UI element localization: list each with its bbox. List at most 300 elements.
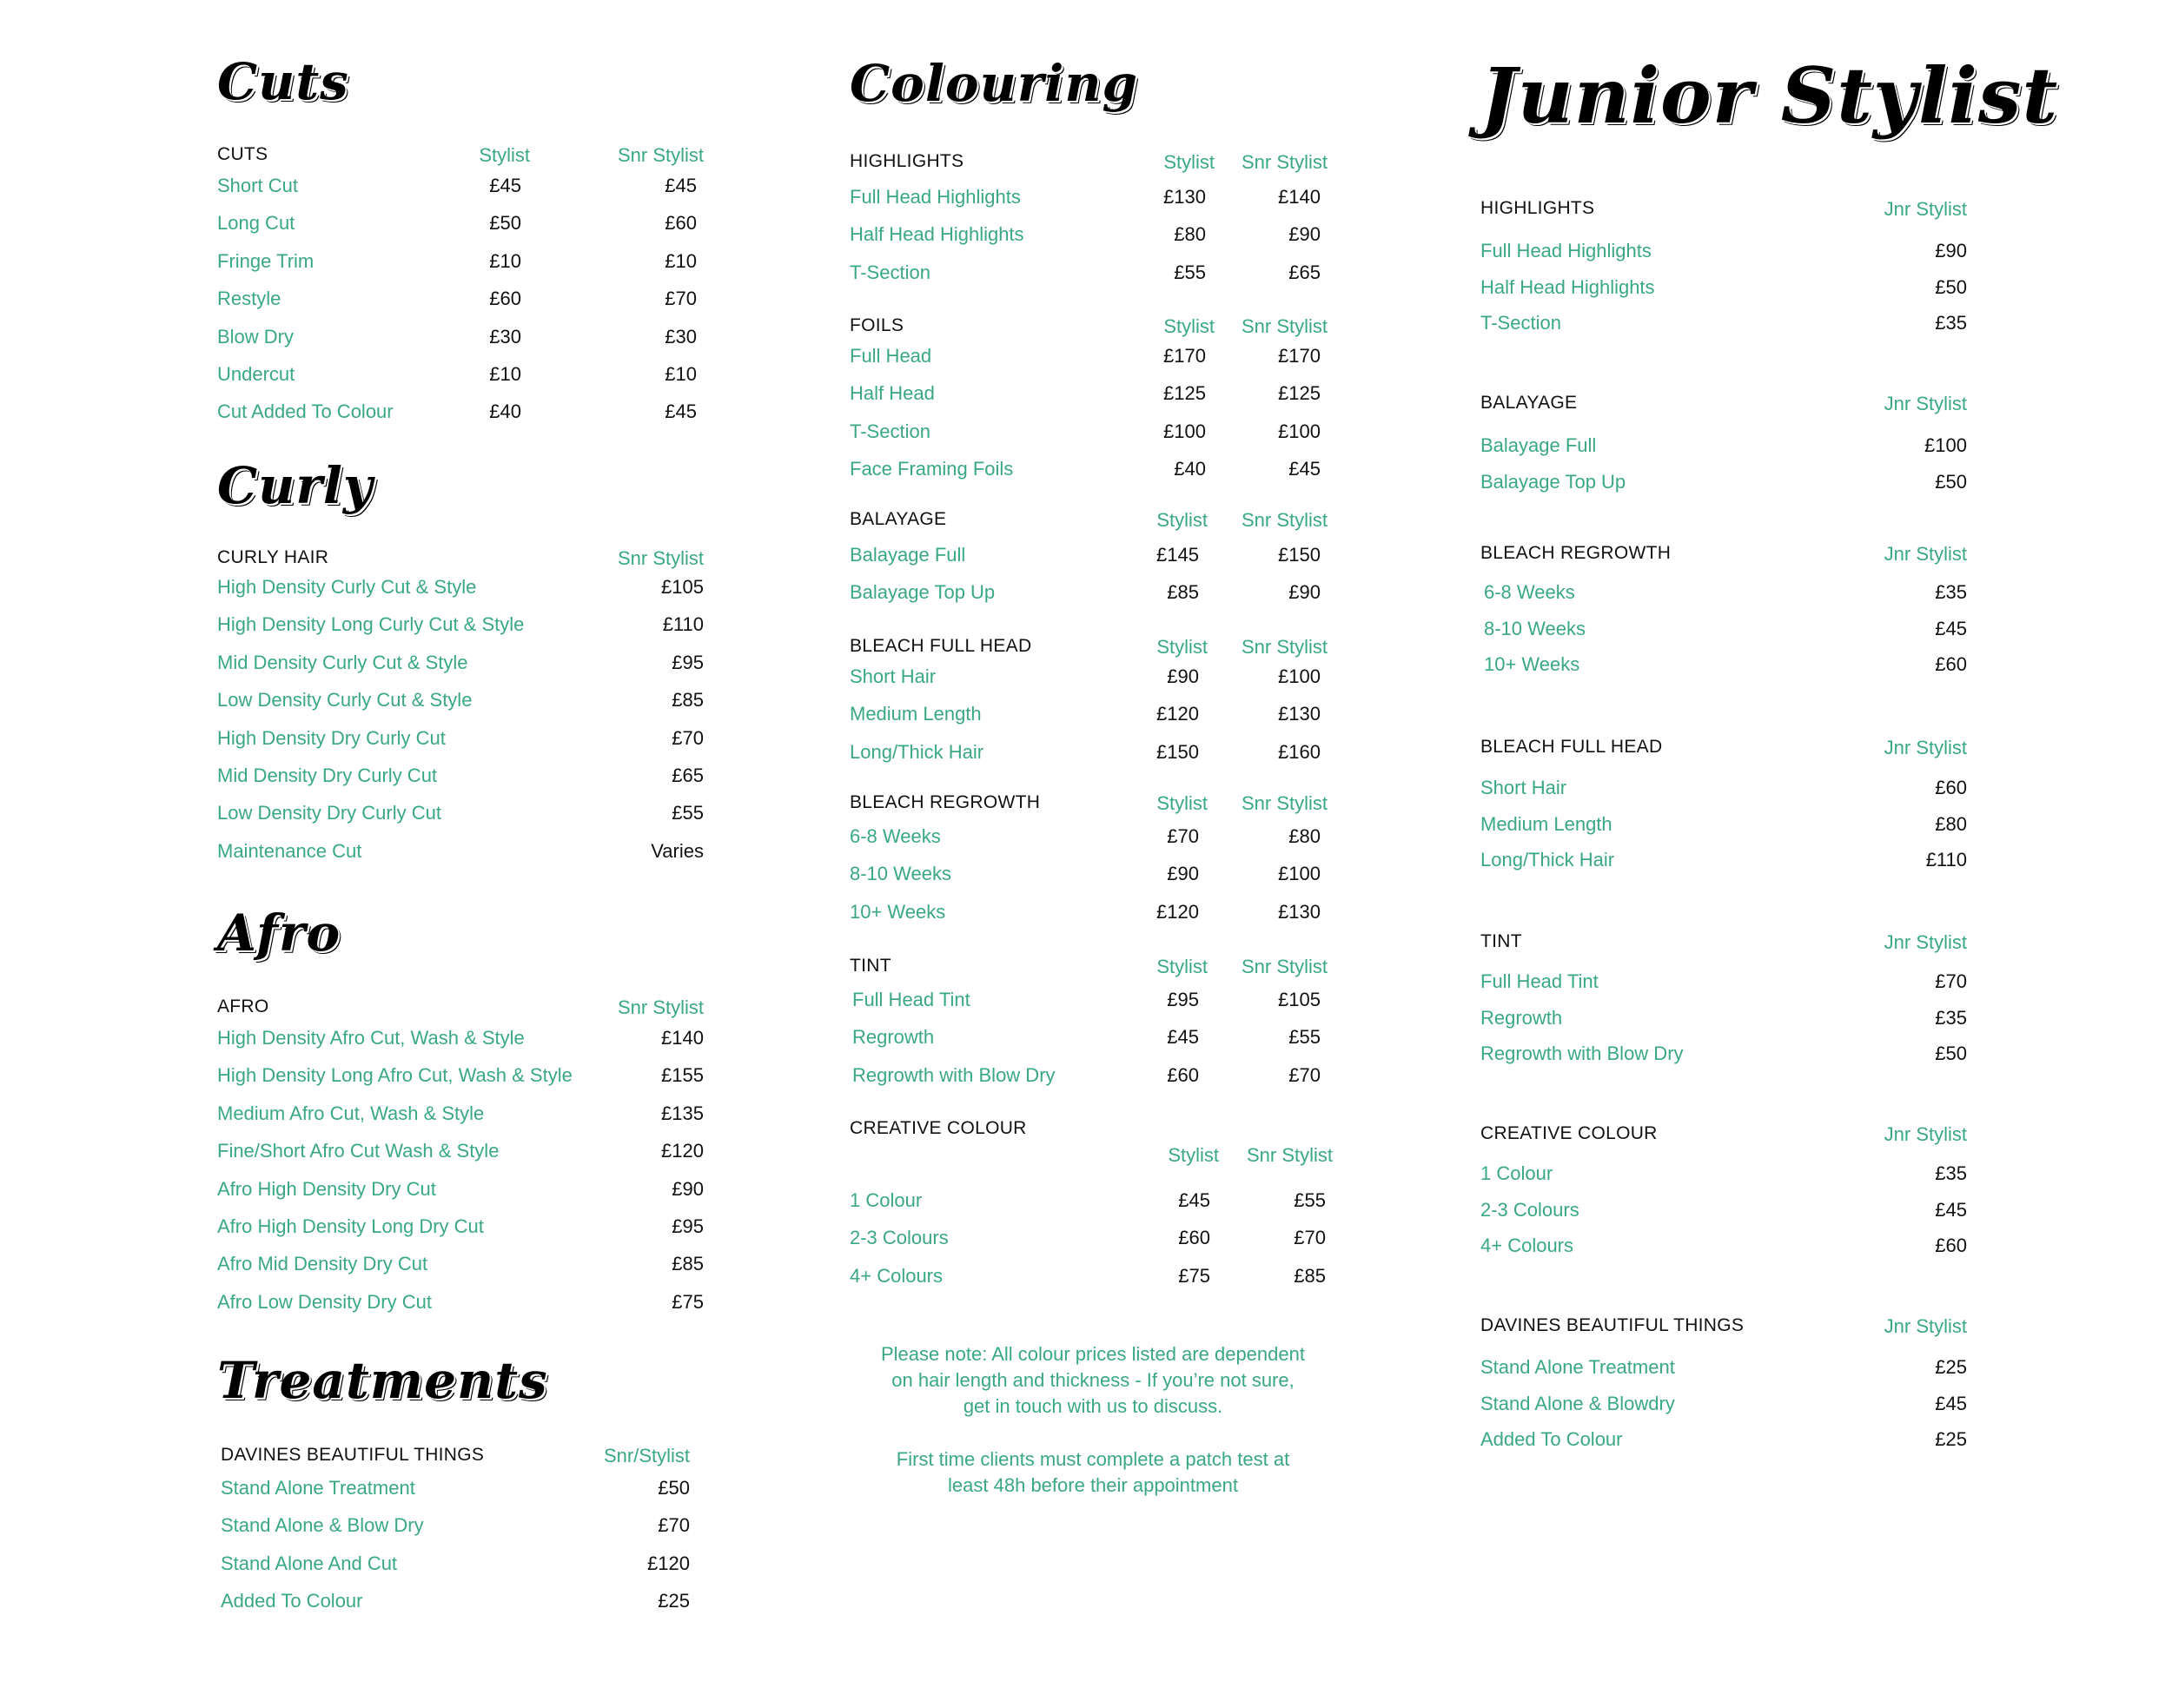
column-header: Jnr Stylist [1884,1315,1967,1337]
price: £30 [489,325,521,348]
treatments-title: Treatments [217,1351,548,1410]
price-row [850,703,1336,734]
price: £35 [1935,581,1967,603]
price: £45 [1935,617,1967,639]
price: £25 [1935,1428,1967,1450]
price-row [217,1140,704,1171]
patch-test-note [850,1447,1336,1499]
price-row [850,261,1336,293]
price: £145 [1156,544,1199,566]
section-header-label: HIGHLIGHTS [1480,198,1595,218]
service-name: Short Hair [850,665,937,687]
service-name: Added To Colour [1480,1428,1623,1450]
price-row [1480,1043,1967,1074]
service-name: Maintenance Cut [217,839,362,862]
service-name: Regrowth with Blow Dry [852,1063,1056,1086]
service-name: 6-8 Weeks [850,825,941,847]
price: £70 [1288,1063,1321,1086]
price: £150 [1278,544,1321,566]
column-header: Snr Stylist [1246,1144,1333,1166]
column-header: Snr Stylist [617,547,704,569]
price: £125 [1278,382,1321,405]
section-header-label: BLEACH REGROWTH [1480,543,1672,563]
price: £75 [672,1290,704,1313]
price: £60 [665,212,697,235]
section-header [850,151,1336,182]
service-name: Short Hair [1480,777,1567,798]
service-name: Full Head Tint [1480,970,1599,992]
price-row [1480,434,1967,466]
price: £85 [672,1253,704,1275]
price-row [217,1291,704,1322]
section-header [1480,931,1967,963]
column-header: Jnr Stylist [1884,931,1967,953]
afro-title: Afro [217,904,341,963]
price: £25 [658,1590,690,1612]
junior-stylist-title: Junior Stylist [1480,50,2059,141]
price-row [850,901,1336,932]
price: £55 [1174,261,1206,283]
note-line: least 48h before their appointment [948,1474,1238,1496]
service-name: Low Density Curly Cut & Style [217,689,473,712]
service-name: 10+ Weeks [850,900,946,923]
price-row [217,802,704,833]
price-row [850,544,1336,575]
service-name: Cut Added To Colour [217,401,394,423]
price: £140 [1278,186,1321,208]
service-name: Regrowth [852,1026,935,1049]
service-name: Balayage Full [1480,434,1597,456]
price: £120 [661,1140,704,1162]
service-name: Long Cut [217,212,295,235]
price-row [850,665,1336,697]
price-row [850,581,1336,612]
colouring-title: Colouring [850,54,1139,113]
price-row [850,382,1336,414]
service-name: Half Head Highlights [1480,275,1655,298]
column-header: Stylist [1156,956,1208,977]
price: £105 [661,576,704,598]
price: £40 [1174,458,1206,480]
service-name: Afro High Density Long Dry Cut [217,1215,484,1237]
section-header-label: BALAYAGE [850,509,947,529]
service-name: 1 Colour [850,1189,923,1211]
price-row [217,1102,704,1134]
price: £95 [672,651,704,673]
price: £60 [1935,653,1967,675]
section-header [850,1144,1336,1175]
column-header: Stylist [1163,315,1215,337]
price: £105 [1278,989,1321,1010]
service-name: Long/Thick Hair [1480,849,1615,871]
section-header [1480,1315,1967,1347]
price-row [217,765,704,796]
service-name: Medium Length [850,703,982,725]
price: £135 [661,1102,704,1124]
price-row [217,727,704,758]
section-header-label: AFRO [217,996,269,1016]
section-header [217,144,704,175]
price: £45 [1167,1026,1199,1049]
service-name: Long/Thick Hair [850,740,984,763]
price: £155 [661,1064,704,1087]
service-name: Balayage Top Up [1480,470,1626,493]
section-header-label: BLEACH FULL HEAD [850,636,1032,656]
price: £35 [1935,1006,1967,1029]
section-header-label: TINT [850,956,891,976]
section-header [850,509,1336,540]
column-header: Jnr Stylist [1884,1123,1967,1145]
curly-title: Curly [217,456,374,515]
section-header [1480,543,1967,574]
price-row [1480,581,1967,612]
service-name: Added To Colour [221,1590,363,1612]
price-row [217,1027,704,1058]
price: £120 [647,1552,690,1574]
price-row [850,741,1336,772]
column-header: Snr Stylist [1241,956,1328,977]
price: £85 [1167,581,1199,604]
service-name: Low Density Dry Curly Cut [217,802,441,824]
service-name: 2-3 Colours [850,1227,949,1249]
price-row [1480,471,1967,502]
section-header [1480,737,1967,768]
price: £55 [1294,1189,1326,1211]
colour-price-note [850,1341,1336,1420]
price: £170 [1278,345,1321,367]
section-header-label: DAVINES BEAUTIFUL THINGS [1480,1315,1745,1335]
price-row [217,212,704,243]
price: £140 [661,1027,704,1049]
price-row [217,288,704,319]
service-name: 4+ Colours [1480,1235,1574,1256]
price-row [1480,1393,1967,1424]
price: £35 [1935,1162,1967,1184]
service-name: 6-8 Weeks [1484,581,1575,603]
price: £80 [1935,812,1967,835]
price: £45 [1935,1198,1967,1221]
price-row [850,345,1336,376]
cuts-title: Cuts [217,52,349,111]
column-header: Jnr Stylist [1884,737,1967,758]
price-row [1480,653,1967,685]
price: £45 [1935,1392,1967,1414]
price: £10 [665,249,697,272]
section-header-label: DAVINES BEAUTIFUL THINGS [221,1445,485,1465]
price-row [217,1178,704,1209]
price: £85 [1294,1264,1326,1287]
service-name: High Density Long Afro Cut, Wash & Style [217,1064,573,1087]
price-row [1480,1162,1967,1194]
price: £100 [1924,434,1967,456]
price: £90 [1288,581,1321,604]
service-name: T-Section [850,420,930,442]
price: £90 [1167,665,1199,687]
price: £45 [665,175,697,196]
service-name: Fine/Short Afro Cut Wash & Style [217,1140,500,1162]
section-header [850,315,1336,347]
price: £70 [1935,970,1967,992]
service-name: Mid Density Dry Curly Cut [217,765,438,786]
price-row [850,223,1336,255]
service-name: T-Section [850,261,930,283]
price: £70 [658,1514,690,1537]
column-header: Snr Stylist [617,996,704,1018]
price-row [850,1064,1336,1096]
price: £120 [1156,703,1199,725]
column-header: Jnr Stylist [1884,543,1967,565]
price: £95 [672,1215,704,1237]
price-row [217,175,704,206]
service-name: Medium Length [1480,812,1612,835]
column-header: Jnr Stylist [1884,198,1967,220]
price: £80 [1174,223,1206,246]
price: £125 [1163,382,1206,405]
price-row [217,1253,704,1284]
note-line: on hair length and thickness - If you’re not sure, [891,1369,1295,1391]
service-name: 1 Colour [1480,1162,1553,1184]
price-row [850,1265,1336,1296]
column-header: Stylist [479,144,530,166]
section-header-label: BALAYAGE [1480,393,1578,413]
price: £70 [1167,825,1199,847]
price: £75 [1178,1264,1210,1287]
service-name: Fringe Trim [217,249,315,272]
price: £35 [1935,312,1967,334]
price: £90 [1935,240,1967,261]
service-name: Full Head [850,345,932,367]
section-header-label: BLEACH FULL HEAD [1480,737,1663,757]
service-name: 4+ Colours [850,1264,944,1287]
section-header-label: FOILS [850,315,904,335]
service-name: Stand Alone Treatment [1480,1356,1675,1378]
service-name: Full Head Highlights [850,186,1021,208]
price: £70 [672,726,704,749]
price: £80 [1288,825,1321,847]
price: £50 [1935,470,1967,493]
service-name: Regrowth with Blow Dry [1480,1043,1684,1064]
price: £60 [1178,1227,1210,1249]
price: £110 [662,613,704,636]
price-row [217,652,704,683]
price: £55 [1288,1026,1321,1049]
price-row [850,989,1336,1020]
price: £110 [1925,849,1967,871]
price-row [221,1477,690,1508]
section-header-label: HIGHLIGHTS [850,151,964,171]
note-line: First time clients must complete a patch test at [896,1448,1290,1470]
service-name: 2-3 Colours [1480,1198,1579,1221]
service-name: High Density Dry Curly Cut [217,726,446,749]
price: £60 [1935,777,1967,798]
column-header: Snr/Stylist [603,1445,690,1466]
service-name: T-Section [1480,312,1561,334]
price-row [217,363,704,394]
price: £95 [1167,989,1199,1010]
service-name: Stand Alone Treatment [221,1477,415,1499]
service-name: Restyle [217,288,281,310]
price-row [1480,1356,1967,1387]
service-name: Undercut [217,363,295,385]
price: £120 [1156,900,1199,923]
price-row [850,420,1336,452]
note-line: Please note: All colour prices listed are dependent [881,1343,1305,1365]
price-row [217,401,704,432]
price: £10 [665,363,697,385]
price: £130 [1278,703,1321,725]
service-name: Stand Alone And Cut [221,1552,398,1574]
price: £90 [1167,863,1199,885]
price-row [1480,813,1967,844]
price-row [850,1026,1336,1057]
section-header-label: CREATIVE COLOUR [1480,1123,1658,1143]
column-header: Snr Stylist [1241,509,1328,531]
column-header: Stylist [1163,151,1215,173]
service-name: Full Head Tint [852,989,970,1010]
price-row [850,863,1336,894]
column-header: Snr Stylist [1241,792,1328,814]
service-name: Half Head [850,382,935,405]
price: £170 [1163,345,1206,367]
price: £150 [1156,740,1199,763]
price: £50 [658,1477,690,1499]
column-header: Snr Stylist [617,144,704,166]
price: £45 [1288,458,1321,480]
price: £50 [1935,1043,1967,1064]
price-row [1480,1199,1967,1230]
service-name: Balayage Top Up [850,581,996,604]
price-row [1480,1428,1967,1460]
price: £65 [1288,261,1321,283]
price: £50 [489,212,521,235]
price: £70 [1294,1227,1326,1249]
note-line: get in touch with us to discuss. [963,1395,1223,1417]
price: £70 [665,288,697,310]
service-name: Face Framing Foils [850,458,1014,480]
price-row [217,1215,704,1247]
price: £55 [672,802,704,824]
service-name: Blow Dry [217,325,295,348]
service-name: 10+ Weeks [1484,653,1580,675]
section-header [1480,1123,1967,1155]
price: £45 [1178,1189,1210,1211]
price-row [217,613,704,645]
price: £60 [1935,1235,1967,1256]
price: £85 [672,689,704,712]
price: £100 [1278,420,1321,442]
price-row [217,1064,704,1096]
service-name: Stand Alone & Blow Dry [221,1514,424,1537]
service-name: High Density Afro Cut, Wash & Style [217,1027,525,1049]
price-row [1480,276,1967,308]
column-header: Snr Stylist [1241,151,1328,173]
price-row [217,689,704,720]
price-row [850,458,1336,489]
price-row [1480,849,1967,880]
price-row [221,1552,690,1584]
price-row [1480,777,1967,808]
price: £45 [489,175,521,196]
price-row [217,250,704,281]
section-header-label: CURLY HAIR [217,547,329,567]
price: £130 [1278,900,1321,923]
price: £100 [1278,665,1321,687]
service-name: 8-10 Weeks [1484,617,1586,639]
price: £130 [1163,186,1206,208]
price-row [1480,970,1967,1002]
price-row [217,576,704,607]
section-header [217,547,704,579]
column-header: Jnr Stylist [1884,393,1967,414]
price: £30 [665,325,697,348]
price: £90 [672,1177,704,1200]
price: Varies [651,839,704,862]
price-row [221,1514,690,1546]
service-name: Mid Density Curly Cut & Style [217,651,468,673]
price-row [217,840,704,871]
price-row [850,1189,1336,1221]
section-header-label: TINT [1480,931,1522,951]
price-row [850,825,1336,857]
service-name: Afro Low Density Dry Cut [217,1290,432,1313]
section-header [850,956,1336,987]
price: £25 [1935,1356,1967,1378]
section-header [850,636,1336,667]
column-header: Snr Stylist [1241,315,1328,337]
section-header [850,792,1336,824]
column-header: Stylist [1156,636,1208,658]
service-name: Medium Afro Cut, Wash & Style [217,1102,485,1124]
section-header-label: CUTS [217,144,268,164]
price-row [217,326,704,357]
price-row [850,186,1336,217]
price: £10 [489,363,521,385]
price: £65 [672,765,704,786]
price-row [850,1227,1336,1258]
price-row [1480,240,1967,271]
service-name: Full Head Highlights [1480,240,1652,261]
service-name: Afro Mid Density Dry Cut [217,1253,428,1275]
price: £90 [1288,223,1321,246]
service-name: Short Cut [217,175,298,196]
service-name: Balayage Full [850,544,966,566]
price-row [1480,312,1967,343]
column-header: Snr Stylist [1241,636,1328,658]
section-header [221,1445,690,1476]
price-row [1480,618,1967,649]
section-header [1480,393,1967,424]
section-header [217,996,704,1028]
service-name: Stand Alone & Blowdry [1480,1392,1675,1414]
price: £100 [1163,420,1206,442]
column-header: Stylist [1156,509,1208,531]
price: £60 [489,288,521,310]
service-name: Afro High Density Dry Cut [217,1177,436,1200]
price: £160 [1278,740,1321,763]
section-header-label: BLEACH REGROWTH [850,792,1041,812]
price: £50 [1935,275,1967,298]
creative-colour-header-label: CREATIVE COLOUR [850,1118,1027,1138]
price: £60 [1167,1063,1199,1086]
service-name: 8-10 Weeks [850,863,951,885]
price: £100 [1278,863,1321,885]
column-header: Stylist [1168,1144,1219,1166]
service-name: Half Head Highlights [850,223,1024,246]
price: £10 [489,249,521,272]
service-name: High Density Curly Cut & Style [217,576,477,598]
service-name: Regrowth [1480,1006,1563,1029]
price-row [1480,1235,1967,1266]
